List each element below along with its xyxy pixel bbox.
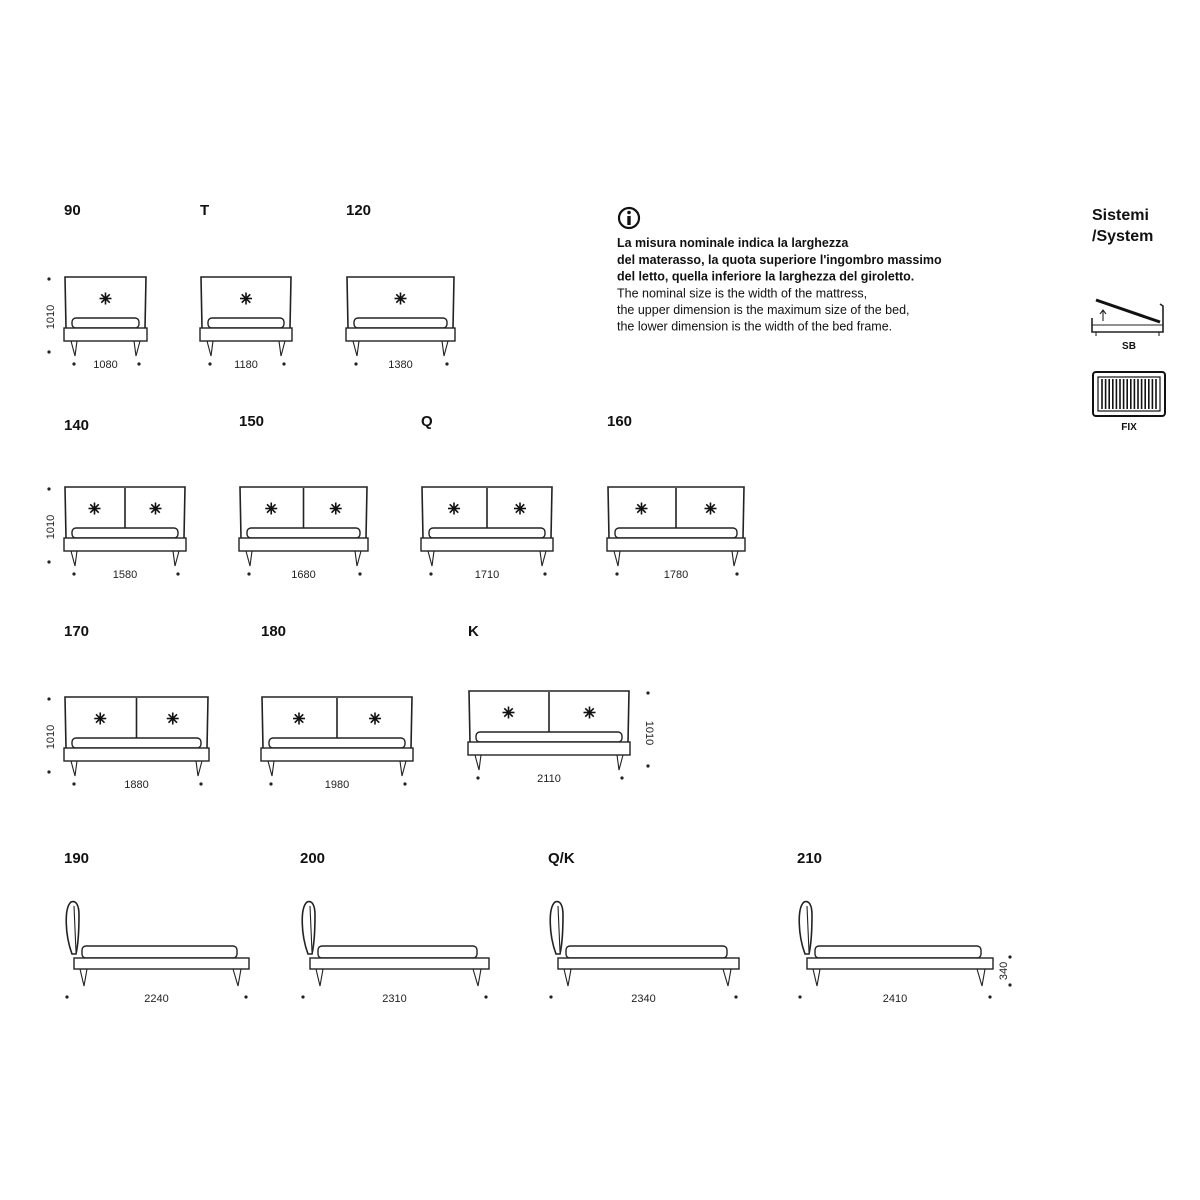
size-label: 140 <box>64 417 90 434</box>
leg <box>173 551 179 566</box>
dim-tick <box>429 572 432 575</box>
dim-tick <box>358 572 361 575</box>
storage-bed-lift-icon <box>1092 300 1163 336</box>
mattress <box>82 946 237 958</box>
leg <box>400 761 406 776</box>
leg <box>233 969 241 986</box>
headboard-seam <box>558 906 560 952</box>
dim-tick <box>244 995 247 998</box>
dim-tick <box>1008 983 1011 986</box>
headboard-side <box>799 902 812 954</box>
bed-frame <box>607 538 745 551</box>
leg <box>732 551 738 566</box>
mattress <box>615 528 737 538</box>
width-dimension: 1710 <box>474 569 500 581</box>
pillow-tuft-mark <box>503 707 515 719</box>
pillow-tuft-mark <box>395 293 407 305</box>
systems-title: Sistemi <box>1092 207 1149 224</box>
width-dimension: 1680 <box>291 569 316 581</box>
mattress <box>566 946 727 958</box>
width-dimension: 2410 <box>882 993 908 1005</box>
bed-front-160 <box>607 413 745 581</box>
mattress <box>429 528 545 538</box>
dim-tick <box>72 362 75 365</box>
pillow-tuft-mark <box>705 503 717 515</box>
pillow-tuft-mark <box>293 713 305 725</box>
pillow-tuft-mark <box>100 293 112 305</box>
info-text: the upper dimension is the maximum size of the bed, <box>617 303 910 317</box>
bed-frame <box>558 958 739 969</box>
dim-tick <box>734 995 737 998</box>
dim-tick <box>47 487 50 490</box>
size-label: 170 <box>64 623 90 640</box>
bed-frame <box>468 742 630 755</box>
leg <box>355 551 361 566</box>
size-label: 160 <box>607 413 633 430</box>
dim-tick <box>247 572 250 575</box>
leg <box>268 761 274 776</box>
pillow-tuft-mark <box>369 713 381 725</box>
dim-tick <box>47 770 50 773</box>
bed-frame <box>200 328 292 341</box>
bed-frame <box>64 328 147 341</box>
dim-tick <box>646 691 649 694</box>
size-label: 180 <box>261 623 287 640</box>
leg <box>428 551 434 566</box>
bed-front-T <box>200 202 292 371</box>
dim-tick <box>549 995 552 998</box>
dim-tick <box>445 362 448 365</box>
mattress <box>476 732 622 742</box>
size-label: 150 <box>239 413 265 430</box>
info-note <box>617 208 942 334</box>
size-label: 90 <box>64 202 81 219</box>
headboard-side <box>66 902 79 954</box>
dim-tick <box>620 776 623 779</box>
bed-frame <box>64 538 186 551</box>
width-dimension: 1380 <box>388 359 413 371</box>
bed-front-140 <box>45 417 186 581</box>
dim-tick <box>137 362 140 365</box>
headboard-seam <box>310 906 312 952</box>
dim-tick <box>988 995 991 998</box>
info-text-bold: La misura nominale indica la larghezza <box>617 236 849 250</box>
size-label: Q <box>421 413 433 430</box>
mattress <box>354 318 447 328</box>
dim-tick <box>65 995 68 998</box>
dim-tick <box>354 362 357 365</box>
leg <box>540 551 546 566</box>
bed-front-Q <box>421 413 553 581</box>
width-dimension: 2310 <box>382 993 407 1005</box>
size-label: 210 <box>797 850 823 867</box>
dim-tick <box>282 362 285 365</box>
systems-title: /System <box>1092 228 1154 245</box>
dim-tick <box>208 362 211 365</box>
leg <box>442 341 448 356</box>
width-dimension: 1080 <box>93 359 118 371</box>
bed-front-90 <box>45 202 147 371</box>
leg <box>279 341 285 356</box>
leg <box>80 969 87 986</box>
dim-tick <box>735 572 738 575</box>
bed-frame <box>74 958 249 969</box>
mattress <box>208 318 284 328</box>
leg <box>353 341 359 356</box>
mattress <box>247 528 360 538</box>
leg <box>473 969 481 986</box>
systems-legend <box>1092 207 1165 433</box>
mattress <box>269 738 405 748</box>
bed-frame <box>421 538 553 551</box>
dim-tick <box>301 995 304 998</box>
size-label: 200 <box>300 850 326 867</box>
bed-front-170 <box>45 623 209 791</box>
leg <box>316 969 323 986</box>
dim-tick <box>646 764 649 767</box>
dim-tick <box>47 560 50 563</box>
info-text: The nominal size is the width of the mattress, <box>617 286 868 301</box>
bed-front-180 <box>261 623 413 791</box>
headboard-side <box>550 902 563 954</box>
leg <box>71 551 77 566</box>
dim-tick <box>798 995 801 998</box>
leg <box>71 341 77 356</box>
dim-tick <box>476 776 479 779</box>
headboard-side <box>302 902 315 954</box>
height-dimension: 1010 <box>45 304 57 330</box>
info-circle-icon <box>619 208 639 228</box>
bed-front-150 <box>239 413 368 581</box>
dim-tick <box>47 697 50 700</box>
dim-tick <box>543 572 546 575</box>
mattress <box>815 946 981 958</box>
dim-tick <box>47 350 50 353</box>
mattress <box>72 738 201 748</box>
info-text: the lower dimension is the width of the bed frame. <box>617 319 893 334</box>
headboard-seam <box>74 906 76 952</box>
width-dimension: 1980 <box>324 779 350 791</box>
bed-frame <box>261 748 413 761</box>
dim-tick <box>269 782 272 785</box>
size-label: 190 <box>64 850 90 867</box>
width-dimension: 2110 <box>537 773 561 785</box>
dim-tick <box>1008 955 1011 958</box>
dim-tick <box>72 572 75 575</box>
height-dimension: 1010 <box>45 724 57 750</box>
pillow-tuft-mark <box>584 707 596 719</box>
bed-side-200 <box>300 850 489 1005</box>
pillow-tuft-mark <box>636 503 648 515</box>
width-dimension: 1780 <box>663 569 689 581</box>
height-dimension: 1010 <box>643 720 655 746</box>
pillow-tuft-mark <box>167 713 179 725</box>
mattress <box>318 946 477 958</box>
mattress <box>72 528 178 538</box>
info-text-bold: del materasso, la quota superiore l'ingombro massimo <box>617 252 942 267</box>
height-dimension: 340 <box>998 961 1010 981</box>
headboard-seam <box>807 906 809 952</box>
bed-frame <box>346 328 455 341</box>
leg <box>614 551 620 566</box>
mattress <box>72 318 139 328</box>
bed-frame <box>807 958 993 969</box>
height-dimension: 1010 <box>45 514 57 540</box>
width-dimension: 2340 <box>631 993 656 1005</box>
width-dimension: 2240 <box>144 993 169 1005</box>
pillow-tuft-mark <box>448 503 460 515</box>
pillow-tuft-mark <box>514 503 526 515</box>
dim-tick <box>615 572 618 575</box>
info-text-bold: del letto, quella inferiore la larghezza del giroletto. <box>617 269 915 284</box>
pillow-tuft-mark <box>150 503 162 515</box>
dim-tick <box>403 782 406 785</box>
leg <box>207 341 213 356</box>
pillow-tuft-mark <box>330 503 342 515</box>
size-label: 120 <box>346 202 372 219</box>
leg <box>475 755 481 770</box>
width-dimension: 1580 <box>112 569 138 581</box>
system-label-fix: FIX <box>1121 422 1137 433</box>
size-label: Q/K <box>548 850 575 867</box>
pillow-tuft-mark <box>265 503 277 515</box>
system-label-sb: SB <box>1122 341 1136 352</box>
leg <box>246 551 252 566</box>
bed-frame <box>64 748 209 761</box>
width-dimension: 1180 <box>234 359 258 371</box>
bed-front-120 <box>346 202 455 371</box>
leg <box>617 755 623 770</box>
pillow-tuft-mark <box>240 293 252 305</box>
dim-tick <box>484 995 487 998</box>
size-label: K <box>468 623 479 640</box>
bed-frame <box>239 538 368 551</box>
pillow-tuft-mark <box>94 713 106 725</box>
leg <box>977 969 985 986</box>
dim-tick <box>47 277 50 280</box>
leg <box>71 761 77 776</box>
pillow-tuft-mark <box>89 503 101 515</box>
width-dimension: 1880 <box>124 779 149 791</box>
dim-tick <box>176 572 179 575</box>
bed-front-K <box>468 623 655 785</box>
fixed-slat-base-icon <box>1093 372 1165 416</box>
bed-side-190 <box>64 850 249 1005</box>
bed-side-Q/K <box>548 850 739 1005</box>
size-label: T <box>200 202 210 219</box>
leg <box>134 341 140 356</box>
leg <box>723 969 731 986</box>
bed-frame <box>310 958 489 969</box>
leg <box>564 969 571 986</box>
leg <box>813 969 820 986</box>
dim-tick <box>199 782 202 785</box>
bed-side-210 <box>797 850 1012 1005</box>
leg <box>196 761 202 776</box>
dim-tick <box>72 782 75 785</box>
